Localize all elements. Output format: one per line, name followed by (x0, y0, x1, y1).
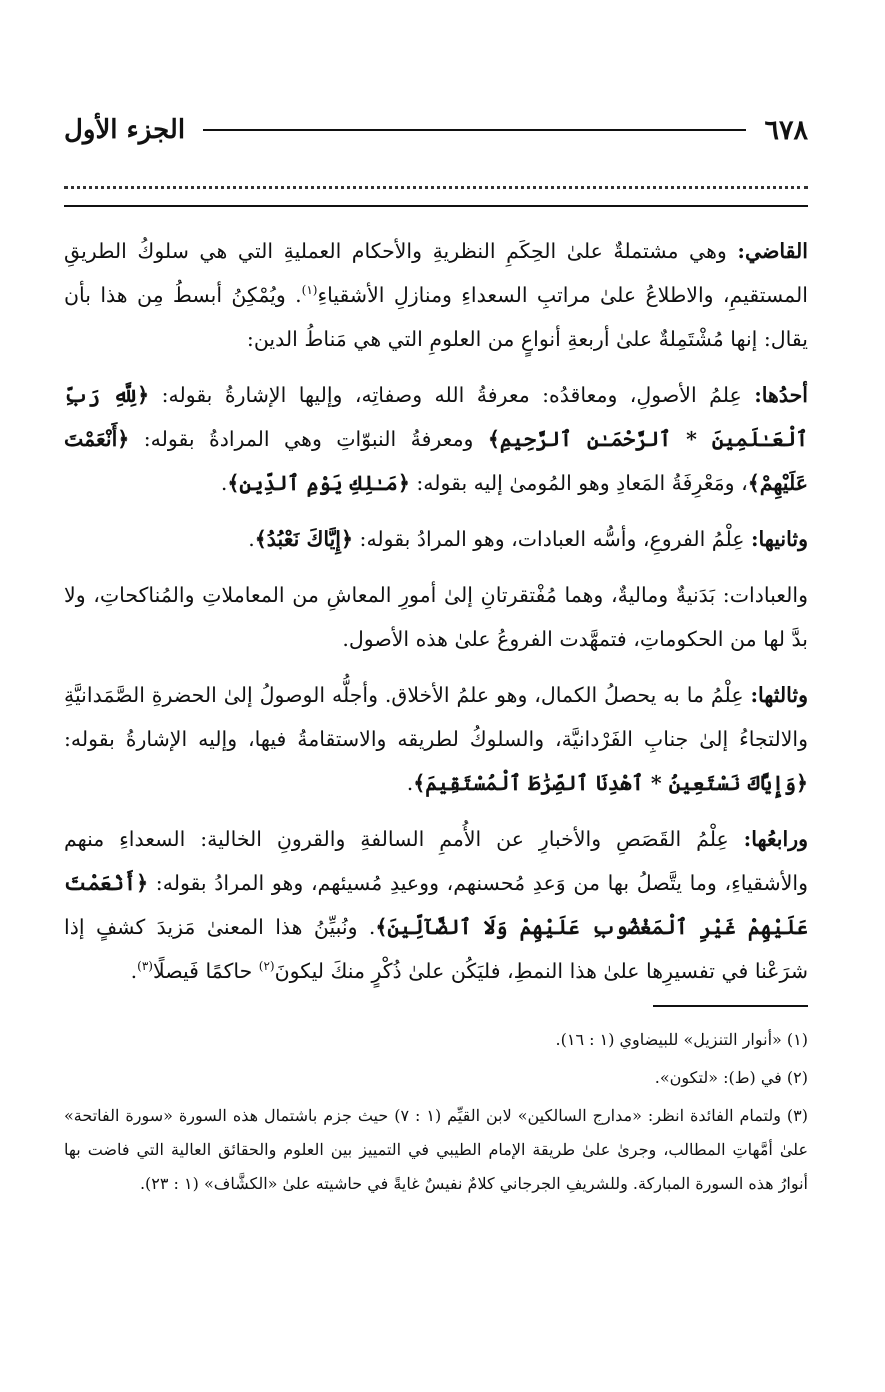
text-run: . (406, 771, 414, 795)
footnote-marker: (٣) (137, 959, 153, 974)
text-run: ومعرفةُ النبوّاتِ وهي المرادةُ بقوله: (129, 427, 488, 451)
quran-quote: ﴿لِلَّهِ رَبِّ ٱلْعَـٰلَمِينَ * ٱلرَّحْمَـٰنِ ٱلرَّحِيمِ﴾ (64, 383, 808, 451)
footnote-marker: (١) (301, 283, 318, 298)
text-run: ، ومَعْرِفَةُ المَعادِ وهو المُومىٰ إليه بقوله: (409, 471, 748, 495)
text-run: . ويُمْكِنُ أبسطُ مِن هذا بأن يقال: إنها مُشْتَمِلةٌ علىٰ أربعةِ أنواعٍ من العلومِ التي هي مَناطُ الدين: (64, 283, 808, 351)
page-header (64, 108, 808, 152)
paragraph-lead: وثانيها: (750, 527, 808, 551)
page-number: ٦٧٨ (764, 114, 808, 146)
text-run: حاكمًا فَيصلًا (152, 959, 259, 983)
quran-quote: ﴿مَـٰلِكِ يَوْمِ ٱلدِّينِ﴾ (227, 471, 410, 495)
paragraph-lead: وثالثها: (750, 683, 808, 707)
paragraph-lead: القاضي: (737, 239, 808, 263)
paragraph-lead: ورابعُها: (743, 827, 808, 851)
paragraph (64, 517, 808, 561)
text-run: . ونُبيِّنُ هذا المعنىٰ مَزيدَ كشفٍ إذا شرَعْنا في تفسيرِها علىٰ هذا النمطِ، فليَكُن علىٰ ذُكْرٍ منكَ ليكونَ (64, 915, 808, 983)
quran-quote: ﴿أَنْعَمْتَ عَلَيْهِمْ﴾ (64, 427, 808, 495)
paragraph (64, 817, 808, 993)
main-text (64, 229, 808, 993)
quran-quote: ﴿إِيَّاكَ نَعْبُدُ﴾ (254, 527, 354, 551)
footnote: (١) «أنوار التنزيل» للبيضاوي (١ : ١٦). (555, 1030, 808, 1049)
footnote: (٣) ولتمام الفائدة انظر: «مدارج السالكين» لابن القيِّم (١ : ٧) حيث جزم باشتمال هذه السورة «سورة الفاتحة» علىٰ أمَّهاتِ المطالب، وجرىٰ علىٰ طريقة الإمام الطيبي في التمييز بين العلوم والحقائق العالية التي فاضت بها أنوارُ هذه السورة المباركة. وللشريفِ الجرجاني كلامٌ نفيسٌ غايةً في حاشيته علىٰ «الكشَّاف» (١ : ٢٣). (64, 1106, 809, 1193)
text-run: وهي مشتملةٌ علىٰ الحِكَمِ النظريةِ والأحكام العمليةِ التي هي سلوكُ الطريقِ المستقيمِ، والاطلاعُ علىٰ مراتبِ السعداءِ ومنازلِ الأشقياءِ (64, 239, 808, 307)
quran-quote: ﴿وَإِيَّاكَ نَسْتَعِينُ * ٱهْدِنَا ٱلصِّرَٰطَ ٱلْمُسْتَقِيمَ﴾ (413, 771, 808, 795)
text-run: عِلْمُ ما به يحصلُ الكمال، وهو علمُ الأخلاق. وأجلُّه الوصولُ إلىٰ الحضرةِ الصَّمَدانيَّةِ والالتجاءُ إلىٰ جنابِ الفَرْدانيَّة، والسلوكُ لطريقه والاستقامةُ فيها، وإليه الإشارةُ بقوله: (64, 683, 808, 751)
footnote-marker: (٢) (258, 959, 275, 974)
text-run: عِلْمُ القَصَصِ والأخبارِ عن الأُممِ السالفةِ والقرونِ الخالية: السعداءِ منهم والأشقياءِ، وما يتَّصلُ بها من وَعدِ مُحسنهم، ووعيدِ مُسيئهم، وهو المرادُ بقوله: (64, 827, 808, 895)
header-divider (64, 205, 808, 207)
text-run: والعبادات: بَدَنيةٌ وماليةٌ، وهما مُفْتقرتانِ إلىٰ أمورِ المعاشِ من المعاملاتِ والمُناكحاتِ، ولا بدَّ لها من الحكوماتِ، فتمهَّدت الفروعُ علىٰ هذه الأصول. (64, 583, 808, 651)
header-rule (203, 129, 746, 131)
paragraph (64, 373, 808, 505)
text-run: عِلْمُ الفروعِ، وأسُّه العبادات، وهو المرادُ بقوله: (353, 527, 751, 551)
footnote: (٢) في (ط): «لتكون». (654, 1068, 808, 1087)
text-run: . (130, 959, 138, 983)
dotted-divider (64, 186, 808, 197)
text-run: . (220, 471, 228, 495)
footnotes (64, 1023, 808, 1201)
text-run: . (248, 527, 255, 551)
text-run: عِلمُ الأصولِ، ومعاقدُه: معرفةُ الله وصفاتِه، وإليها الإشارةُ بقوله: (149, 383, 755, 407)
running-title: الجزء الأول (64, 115, 186, 145)
quran-quote: ﴿أَنْعَمْتَ عَلَيْهِمْ غَيْرِ ٱلْمَغْضُوبِ عَلَيْهِمْ وَلَا ٱلضَّآلِّينَ﴾ (64, 871, 808, 939)
paragraph (64, 573, 808, 661)
paragraph (64, 673, 808, 805)
footnote-divider (653, 1005, 808, 1007)
document-page (64, 108, 808, 1205)
paragraph-lead: أحدُها: (754, 383, 808, 407)
paragraph (64, 229, 808, 361)
